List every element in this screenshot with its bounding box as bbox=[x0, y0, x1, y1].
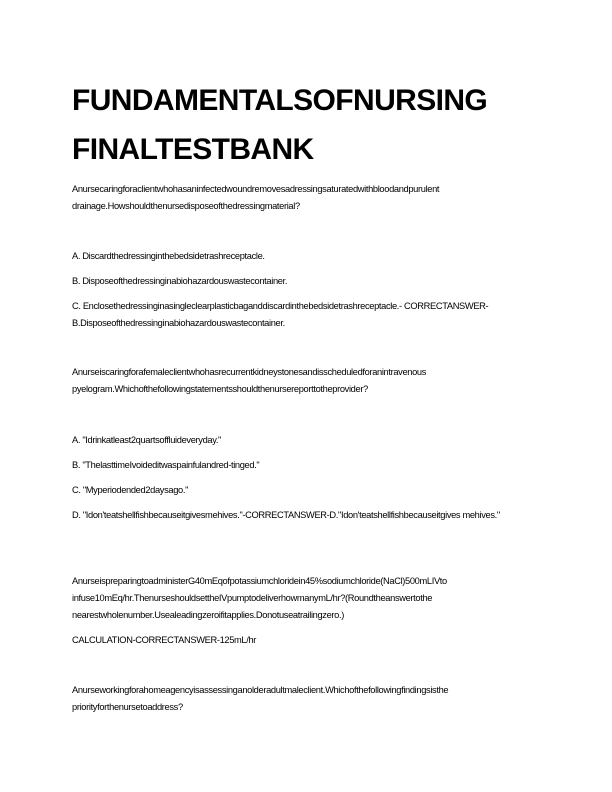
question-2-option-d-answer: D. "Idon'teatshellfishbecauseitgivesmehives."-CORRECTANSWER-D."Idon'teatshellfishbecauseitgives mehives." bbox=[72, 510, 500, 520]
question-3-stem: AnurseispreparingtoadministerG40mEqofpotassiumchloridein45%sodiumchloride(NaCl)500mLIVto infuse10mEq/hr.ThenurseshouldsettheIVpumptodeliverhowmanymL/hr?(Roundtheanswertothe nearestwholenumber.Usealeadingzeroifitapplies.Donotuseatrailingzero.) bbox=[72, 576, 447, 620]
document-title: FUNDAMENTALSOFNURSING FINALTESTBANK bbox=[72, 84, 488, 166]
question-1-option-b: B. Disposeofthedressinginabiohazardouswastecontainer. bbox=[72, 276, 288, 286]
question-1-option-a: A. Discardthedressinginthebedsidetrashreceptacle. bbox=[72, 251, 265, 261]
question-2-option-a: A. "Idrinkatleast2quartsoffluideveryday." bbox=[72, 435, 222, 445]
question-1-stem: Anursecaringforaclientwhohasaninfectedwoundremovesadressingsaturatedwithbloodandpurulent drainage.Howshouldthenursedisposeofthedressingmaterial? bbox=[72, 184, 440, 211]
question-2-option-c: C. "Myperiodended2daysago." bbox=[72, 485, 189, 495]
question-2-option-b: B. "ThelasttimeIvoideditwaspainfulandred-tinged." bbox=[72, 460, 260, 470]
question-2-stem: Anurseiscaringforafemaleclientwhohasrecurrentkidneystonesandisscheduledforanintravenous pyelogram.Whichofthefollowingstatementsshouldthenursereporttotheprovider? bbox=[72, 367, 427, 394]
question-4-stem: Anurseworkingforahomeagencyisassessinganolderadultmaleclient.Whichofthefollowingfindingsisthe priorityforthenursetoaddress? bbox=[72, 685, 449, 712]
question-3-answer: CALCULATION-CORRECTANSWER-125mL/hr bbox=[72, 635, 257, 645]
question-1-option-c-answer: C. Enclosethedressinginasingleclearplasticbaganddiscardinthebedsidetrashreceptacle.- CORRECTANSWER-B.Disposeofthedressinginabiohazardouswastecontainer. bbox=[72, 301, 489, 328]
